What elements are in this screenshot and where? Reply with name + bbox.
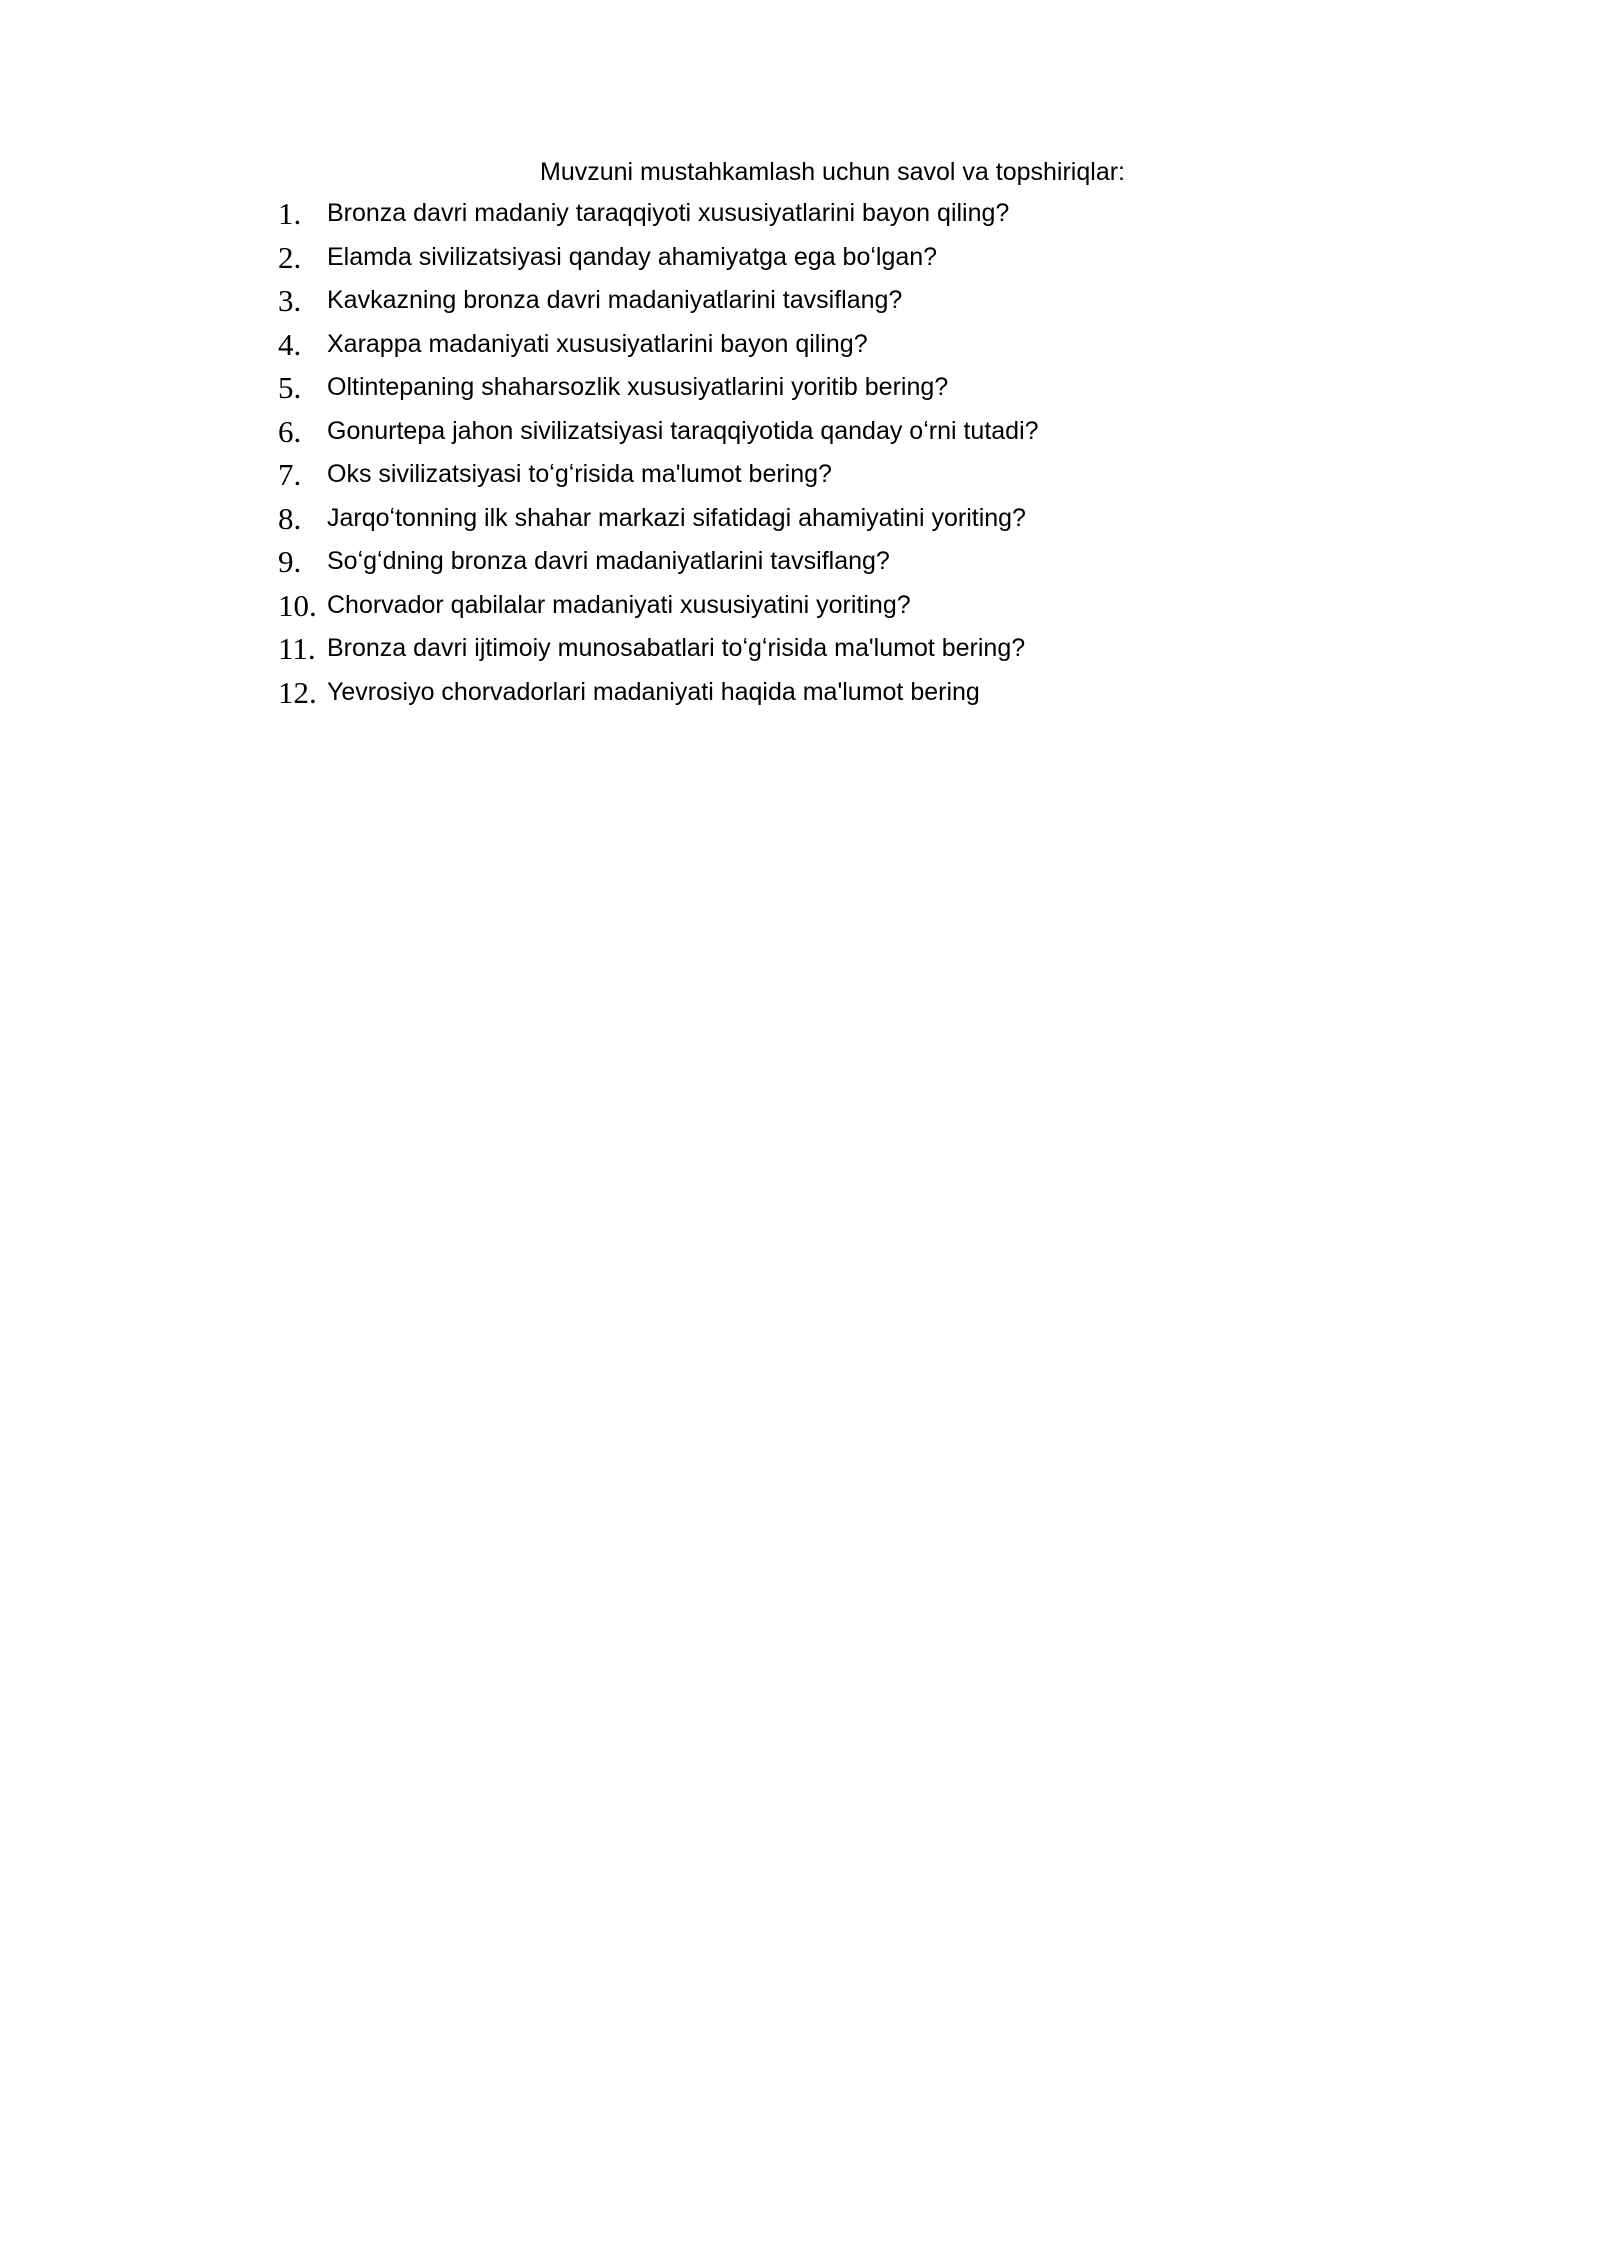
question-text: Oks sivilizatsiyasi toʻgʻrisida ma'lumot bering? (327, 460, 832, 488)
question-text: Yevrosiyo chorvadorlari madaniyati haqida ma'lumot bering (327, 677, 980, 706)
question-text: Bronza davri madaniy taraqqiyoti xususiyatlarini bayon qiling? (327, 199, 1010, 227)
question-number: 5. (278, 370, 302, 405)
question-text: Xarappa madaniyati xususiyatlarini bayon qiling? (327, 329, 868, 358)
question-number: 3. (278, 283, 302, 318)
question-text: Gonurtepa jahon sivilizatsiyasi taraqqiyotida qanday oʻrni tutadi? (327, 416, 1039, 445)
question-number: 7. (278, 457, 302, 492)
question-text: Kavkazning bronza davri madaniyatlarini tavsiflang? (327, 286, 903, 314)
question-number: 10. (278, 587, 317, 623)
question-number: 2. (278, 239, 302, 275)
document-heading: Muvzuni mustahkamlash uchun savol va topshiriqlar: (540, 158, 1125, 186)
question-number: 11. (278, 631, 316, 666)
question-text: Chorvador qabilalar madaniyati xususiyatini yoriting? (327, 590, 911, 619)
question-number: 6. (278, 413, 302, 449)
question-text: Jarqoʻtonning ilk shahar markazi sifatidagi ahamiyatini yoriting? (327, 503, 1026, 532)
question-number: 4. (278, 326, 302, 362)
question-number: 8. (278, 500, 302, 536)
question-text: Elamda sivilizatsiyasi qanday ahamiyatga ega boʻlgan? (327, 242, 938, 271)
question-text: Bronza davri ijtimoiy munosabatlari toʻgʻrisida ma'lumot bering? (327, 634, 1026, 662)
question-text: Soʻgʻdning bronza davri madaniyatlarini tavsiflang? (327, 547, 890, 575)
question-text: Oltintepaning shaharsozlik xususiyatlarini yoritib bering? (327, 373, 949, 401)
question-number: 12. (278, 674, 317, 710)
question-number: 9. (278, 544, 302, 579)
question-number: 1. (278, 196, 302, 231)
